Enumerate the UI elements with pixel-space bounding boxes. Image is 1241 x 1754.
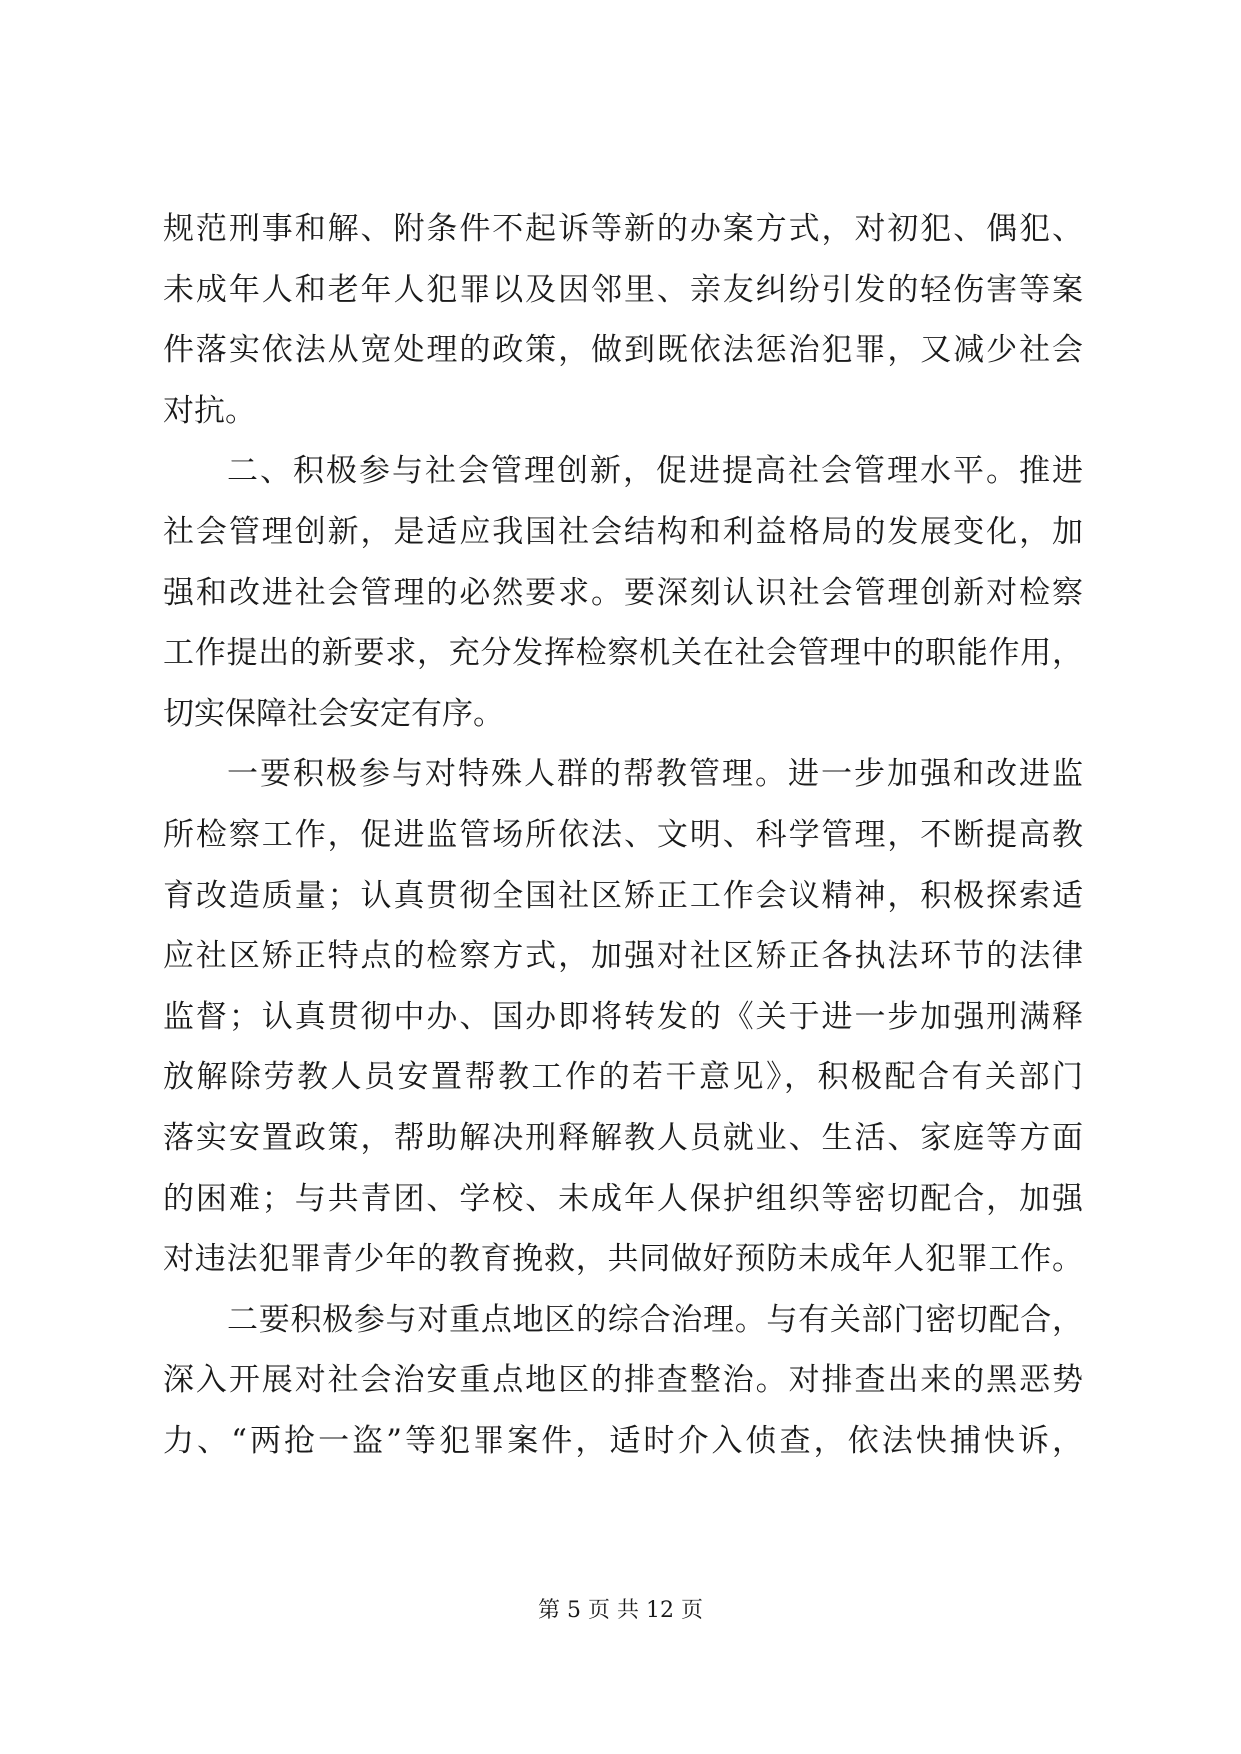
text-line: 对抗。 [163, 392, 256, 429]
text-line: 规范刑事和解、附条件不起诉等新的办案方式，对初犯、偶犯、 [163, 211, 1083, 247]
text-line: 监督；认真贯彻中办、国办即将转发的《关于进一步加强刑满释 [163, 998, 1083, 1035]
text-line: 工作提出的新要求，充分发挥检察机关在社会管理中的职能作用， [163, 635, 1083, 672]
text-line: 未成年人和老年人犯罪以及因邻里、亲友纠纷引发的轻伤害等案 [163, 271, 1083, 308]
text-line: 育改造质量；认真贯彻全国社区矫正工作会议精神，积极探索适 [163, 877, 1083, 914]
text-line: 二要积极参与对重点地区的综合治理。与有关部门密切配合， [227, 1301, 1083, 1338]
page-footer: 第 5 页 共 12 页 [538, 1598, 703, 1623]
text-line: 强和改进社会管理的必然要求。要深刻认识社会管理创新对检察 [163, 574, 1083, 611]
text-line: 深入开展对社会治安重点地区的排查整治。对排查出来的黑恶势 [163, 1362, 1083, 1399]
text-line: 对违法犯罪青少年的教育挽救，共同做好预防未成年人犯罪工作。 [163, 1241, 1083, 1278]
text-line: 切实保障社会安定有序。 [163, 695, 504, 732]
text-line: 件落实依法从宽处理的政策，做到既依法惩治犯罪，又减少社会 [163, 332, 1083, 369]
text-line: 社会管理创新，是适应我国社会结构和利益格局的发展变化，加 [163, 513, 1083, 550]
text-line: 放解除劳教人员安置帮教工作的若干意见》，积极配合有关部门 [163, 1059, 1083, 1096]
body-text [163, 199, 1083, 1471]
text-line: 所检察工作，促进监管场所依法、文明、科学管理，不断提高教 [163, 816, 1083, 853]
text-line: 二、积极参与社会管理创新，促进提高社会管理水平。推进 [227, 453, 1083, 490]
text-line: 落实安置政策，帮助解决刑释解教人员就业、生活、家庭等方面 [163, 1119, 1083, 1156]
text-line: 一要积极参与对特殊人群的帮教管理。进一步加强和改进监 [227, 756, 1083, 793]
text-line: 力、“两抢一盗”等犯罪案件，适时介入侦查，依法快捕快诉， [163, 1422, 1083, 1459]
text-line: 应社区矫正特点的检察方式，加强对社区矫正各执法环节的法律 [163, 938, 1083, 975]
text-line: 的困难；与共青团、学校、未成年人保护组织等密切配合，加强 [163, 1180, 1083, 1217]
